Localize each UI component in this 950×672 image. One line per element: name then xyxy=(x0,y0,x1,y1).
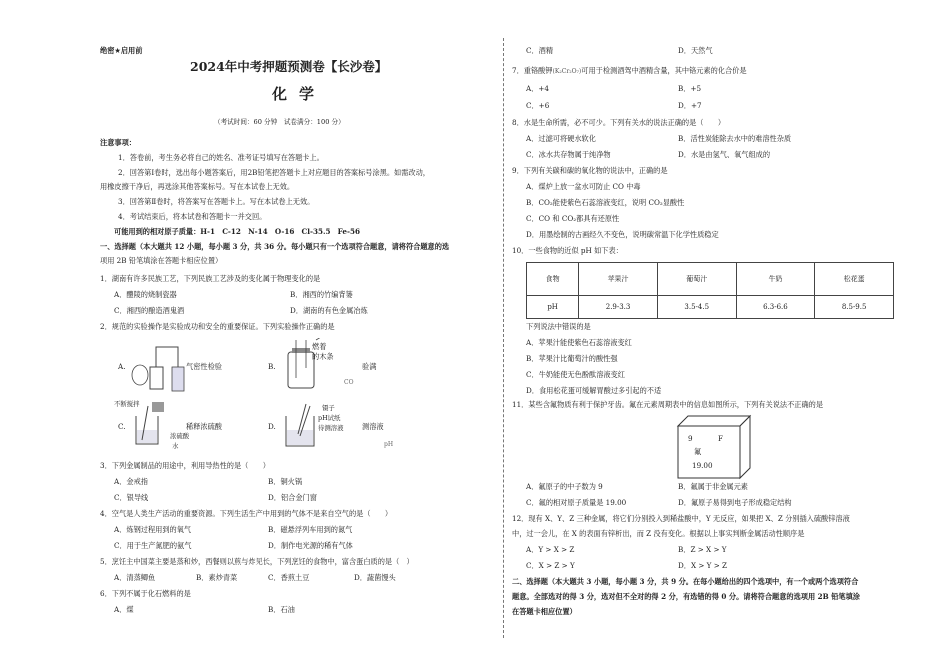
q2-option-b-note1: 燃着 xyxy=(312,342,327,351)
notes-heading: 注意事项： xyxy=(100,138,136,147)
q7-option-b: B．+5 xyxy=(678,84,702,93)
q4-option-c: C．用于生产氮肥的氨气 xyxy=(114,541,192,550)
q2-option-b-label: B. xyxy=(268,362,276,371)
section1-heading-cont: 项用 2B 铅笔填涂在答题卡相应位置） xyxy=(100,256,223,265)
section1-heading: 一、选择题（本大题共 12 小题，每小题 3 分，共 36 分。每小题只有一个选项符合题意，请将符合题意的选 xyxy=(100,242,450,251)
table-cell: 松花蛋 xyxy=(815,263,894,296)
q8-option-d: D．水是由氢气、氧气组成的 xyxy=(678,150,771,159)
element-cell-figure xyxy=(676,414,752,480)
q9-stem: 9．下列有关碳和碳的氧化物的说法中，正确的是 xyxy=(512,166,668,175)
note-item: 2．回答第Ⅰ卷时，选出每小题答案后，用2B铅笔把答题卡上对应题目的答案标号涂黑。如需改动， xyxy=(118,168,430,177)
q2-option-b-note2: 的木条 xyxy=(312,352,334,361)
q6-option-c: C．酒精 xyxy=(526,46,554,55)
q10-option-c: C．牛奶能使无色酚酞溶液变红 xyxy=(526,370,625,379)
subject-title: 化学 xyxy=(272,85,327,103)
q9-option-d: D．用墨绘制的古画经久不变色，说明碳常温下化学性质稳定 xyxy=(526,230,719,239)
table-cell: 葡萄汁 xyxy=(657,263,736,296)
q12-stem-cont: 中，过一会儿，在 X 的表面有锌析出，而 Z 没有变化。根据以上事实判断金属活动性顺序是 xyxy=(512,529,805,538)
q6-option-a: A．煤 xyxy=(114,605,134,614)
q11-option-c: C．氟的相对原子质量是 19.00 xyxy=(526,498,627,507)
table-cell: 2.9-3.3 xyxy=(579,296,658,319)
q10-sub: 下列说法中错误的是 xyxy=(526,322,591,331)
q12-option-d: D．X > Y > Z xyxy=(678,561,727,570)
q2-option-c-note1: 不断搅拌 xyxy=(114,400,140,408)
table-row xyxy=(527,263,894,296)
q4-option-b: B．磁悬浮列车用到的氮气 xyxy=(268,525,353,534)
note-item: 用橡皮擦干净后，再选涂其他答案标号。写在本试卷上无效。 xyxy=(100,182,295,191)
q3-option-c: C．银导线 xyxy=(114,493,149,502)
q10-option-d: D．食用松花蛋可缓解胃酸过多引起的不适 xyxy=(526,386,662,395)
table-cell: 牛奶 xyxy=(736,263,815,296)
q2-option-c-label: C. xyxy=(118,422,126,431)
note-item: 4．考试结束后，将本试卷和答题卡一并交回。 xyxy=(118,212,267,221)
q12-option-c: C．X > Z > Y xyxy=(526,561,575,570)
element-number: 9 xyxy=(688,434,693,443)
q10-option-a: A．苹果汁能使紫色石蕊溶液变红 xyxy=(526,338,632,347)
q8-stem: 8．水是生命所需，必不可少。下列有关水的说法正确的是（ ） xyxy=(512,118,726,127)
exam-info: （考试时间：60 分钟 试卷满分：100 分） xyxy=(214,118,345,126)
q1-stem: 1．湖南有许多民族工艺，下列民族工艺涉及的变化属于物理变化的是 xyxy=(100,274,321,283)
q3-stem: 3．下列金属制品的用途中，利用导热性的是（ ） xyxy=(100,461,270,470)
q4-stem: 4．空气是人类生产活动的重要资源。下列生活生产中用到的气体不是来自空气的是（ ） xyxy=(100,509,393,518)
airtight-check-figure xyxy=(128,337,188,395)
q8-option-b: B．活性炭能除去水中的难溶性杂质 xyxy=(678,134,792,143)
table-cell: 3.5-4.5 xyxy=(657,296,736,319)
note-item: 1．答卷前，考生务必将自己的姓名、准考证号填写在答题卡上。 xyxy=(118,153,324,162)
q3-option-d: D．铝合金门窗 xyxy=(268,493,317,502)
q12-option-b: B．Z > X > Y xyxy=(678,545,727,554)
q5-option-a: A．清蒸鲫鱼 xyxy=(114,573,156,582)
table-cell: 6.3-6.6 xyxy=(736,296,815,319)
q11-stem: 11．某些含氟物质有利于保护牙齿。氟在元素周期表中的信息如图所示，下列有关说法不正确的是 xyxy=(512,400,824,409)
q3-option-a: A．金戒指 xyxy=(114,477,148,486)
q7-option-d: D．+7 xyxy=(678,101,702,110)
q2-option-d-note2: pH试纸 xyxy=(318,414,341,422)
q11-option-b: B．氟属于非金属元素 xyxy=(678,482,748,491)
q2-option-c-note3: 水 xyxy=(172,442,179,450)
q1-option-a: A．醴陵的烧制瓷器 xyxy=(114,290,177,299)
q5-option-b: B．素炒青菜 xyxy=(196,573,238,582)
section2-heading-cont2: 在答题卡相应位置） xyxy=(512,607,577,616)
q12-option-a: A．Y > X > Z xyxy=(526,545,575,554)
q12-stem: 12．现有 X、Y、Z 三种金属，将它们分别投入到稀盐酸中，Y 无反应，如果把 X、Z 分别插入硫酸锌溶液 xyxy=(512,514,850,523)
table-cell: 8.5-9.5 xyxy=(815,296,894,319)
exam-title: 2024年中考押题预测卷【长沙卷】 xyxy=(190,59,388,74)
table-row xyxy=(527,296,894,319)
q10-option-b: B．苹果汁比葡萄汁的酸性强 xyxy=(526,354,618,363)
table-cell: 食物 xyxy=(527,263,579,296)
q2-option-d-note1: 镊子 xyxy=(322,404,335,412)
q2-option-d-note3: 待测溶液 xyxy=(318,424,344,432)
q11-option-a: A．氟原子的中子数为 9 xyxy=(526,482,603,491)
q6-option-b: B．石油 xyxy=(268,605,295,614)
q8-option-a: A．过滤可将硬水软化 xyxy=(526,134,596,143)
atomic-masses: 可能用到的相对原子质量：H-1 C-12 N-14 O-16 Cl-35.5 Fe-56 xyxy=(114,227,360,236)
ph-table xyxy=(526,262,894,319)
table-cell: pH xyxy=(527,296,579,319)
note-item: 3．回答第Ⅱ卷时，将答案写在答题卡上。写在本试卷上无效。 xyxy=(118,197,315,206)
q7-formula: (K₂Cr₂O₇) xyxy=(552,68,582,75)
q2-option-d-label: D. xyxy=(268,422,276,431)
q1-option-b: B．湘西的竹编背篓 xyxy=(290,290,353,299)
q2-option-a-caption: 气密性检验 xyxy=(186,362,222,371)
q2-option-c-note2: 浓硫酸 xyxy=(170,432,190,440)
q7-stem xyxy=(512,66,747,76)
secret-label: 绝密★启用前 xyxy=(100,46,143,55)
q4-option-a: A．炼钢过程用到的氧气 xyxy=(114,525,192,534)
column-divider xyxy=(503,38,504,638)
q9-option-c: C．CO 和 CO₂都具有还原性 xyxy=(526,214,620,223)
section2-heading: 二、选择题（本大题共 3 小题，每小题 3 分，共 9 分。在每小题给出的四个选项中，有一个或两个选项符合 xyxy=(512,577,859,586)
q2-option-c-caption: 稀释浓硫酸 xyxy=(186,422,222,431)
q5-stem: 5．烹饪主中国菜主要是蒸和炒，西餐则以煎与炸见长，下列烹饪的食物中，富含蛋白质的是（ ） xyxy=(100,557,414,566)
q6-option-d: D．天然气 xyxy=(678,46,713,55)
q10-stem: 10．一些食物的近似 pH 如下表： xyxy=(512,246,623,255)
q2-option-a-label: A. xyxy=(118,362,126,371)
element-mass: 19.00 xyxy=(692,461,713,470)
q7-option-c: C．+6 xyxy=(526,101,550,110)
q7-option-a: A．+4 xyxy=(526,84,549,93)
q2-option-b-caption: 验满 xyxy=(362,362,377,371)
q6-stem: 6．下列不属于化石燃料的是 xyxy=(100,589,191,598)
q2-option-d-caption: 测溶液 xyxy=(362,422,384,431)
table-cell: 苹果汁 xyxy=(579,263,658,296)
element-name: 氟 xyxy=(694,447,702,456)
q7-stem-pre: 7．重铬酸钾 xyxy=(512,66,553,75)
q1-option-d: D．湖南的有色金属冶炼 xyxy=(290,306,368,315)
q7-stem-post: 可用于检测酒驾中酒精含量，其中铬元素的化合价是 xyxy=(581,66,747,75)
q2-stem: 2．规范的实验操作是实验成功和安全的重要保证。下列实验操作正确的是 xyxy=(100,322,335,331)
q4-option-d: D．制作电光源的稀有气体 xyxy=(268,541,353,550)
q1-option-c: C．湘西的酿造酒鬼酒 xyxy=(114,306,185,315)
q9-option-b: B．CO₂能使紫色石蕊溶液变红，说明 CO₂显酸性 xyxy=(526,198,685,207)
q3-option-b: B．铜火锅 xyxy=(268,477,303,486)
q9-option-a: A．煤炉上放一盆水可防止 CO 中毒 xyxy=(526,182,641,191)
section2-heading-cont: 题意。全部选对的得 3 分，选对但不全对的得 2 分，有选错的得 0 分。请将符合题意的选项用 2B 铅笔填涂 xyxy=(512,592,860,601)
q2-option-b-gas: CO xyxy=(344,379,354,386)
q8-option-c: C．冰水共存物属于纯净物 xyxy=(526,150,611,159)
q11-option-d: D．氟原子易得到电子形成稳定结构 xyxy=(678,498,792,507)
q5-option-c: C．香煎土豆 xyxy=(268,573,310,582)
element-symbol: F xyxy=(718,434,723,443)
q2-option-d-caption2: pH xyxy=(384,441,394,448)
q5-option-d: D．蔬菌馒头 xyxy=(354,573,396,582)
